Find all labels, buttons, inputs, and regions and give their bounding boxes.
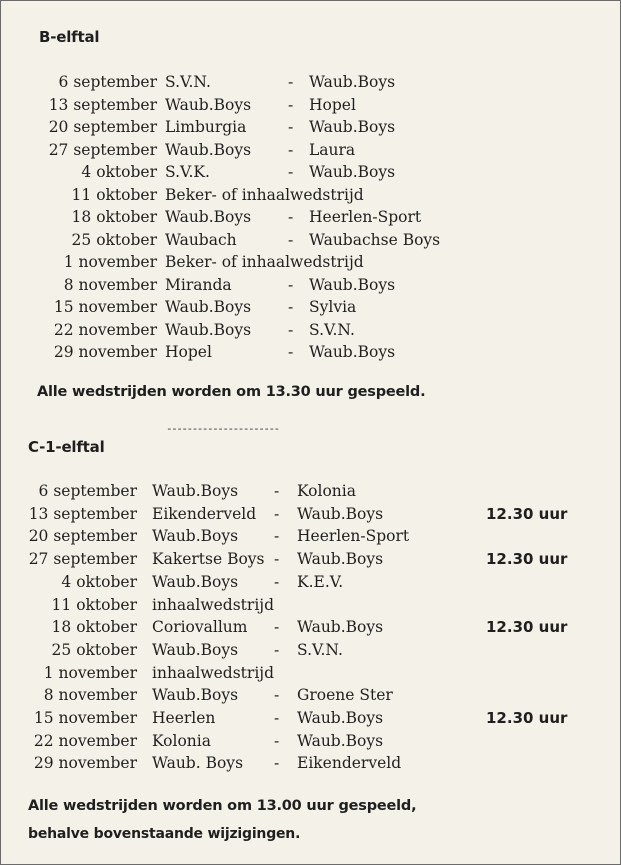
section-b-note: Alle wedstrijden worden om 13.30 uur gespeeld. [37, 384, 426, 400]
match-home-team: inhaalwedstrijd [152, 663, 275, 682]
match-kickoff-time: 12.30 uur [486, 709, 568, 727]
match-date: 8 november [63, 275, 157, 294]
match-away-team: Groene Ster [297, 686, 393, 705]
match-home-team: Waub.Boys [165, 95, 252, 114]
match-dash: - [274, 550, 280, 569]
match-dash: - [288, 298, 294, 316]
section-separator: ---------------------- [166, 422, 279, 435]
match-dash: - [288, 163, 294, 181]
match-away-team: Kolonia [297, 482, 356, 500]
match-date: 27 september [28, 550, 137, 569]
match-date: 25 oktober [51, 640, 137, 659]
match-away-team: Waubachse Boys [309, 230, 441, 249]
match-dash: - [288, 118, 294, 136]
match-date: 27 september [48, 140, 157, 159]
match-row [1, 639, 620, 661]
match-date: 13 september [28, 504, 137, 523]
match-home-team: Hopel [165, 343, 212, 361]
match-home-team: Waubach [165, 230, 237, 249]
match-dash: - [288, 208, 294, 226]
match-kickoff-time: 12.30 uur [486, 504, 568, 523]
match-away-team: Waub.Boys [309, 73, 396, 91]
match-row [1, 548, 620, 570]
match-row [1, 730, 620, 752]
match-home-team: Miranda [165, 275, 232, 294]
match-date: 4 oktober [61, 572, 137, 591]
match-home-team: Coriovallum [152, 618, 248, 637]
section-b-title: B-elftal [39, 28, 100, 46]
match-away-team: Waub.Boys [309, 163, 396, 181]
match-home-team: Waub.Boys [165, 208, 252, 226]
match-date: 25 oktober [71, 230, 157, 249]
section-c-note-line1: Alle wedstrijden worden om 13.00 uur gespeeld, [28, 798, 417, 814]
match-row [1, 341, 620, 363]
match-dash: - [274, 482, 280, 500]
match-dash: - [274, 686, 280, 705]
match-row [1, 251, 620, 273]
match-row [1, 571, 620, 593]
match-home-team: Eikenderveld [152, 504, 257, 523]
match-away-team: Waub.Boys [297, 550, 384, 569]
match-dash: - [274, 709, 280, 727]
match-dash: - [288, 140, 294, 159]
match-date: 18 oktober [51, 618, 137, 637]
match-home-team: Kakertse Boys [152, 550, 265, 569]
match-away-team: Waub.Boys [309, 275, 396, 294]
match-row [1, 94, 620, 116]
match-dash: - [288, 343, 294, 361]
match-away-team: S.V.N. [309, 320, 355, 339]
match-home-team: S.V.K. [165, 163, 210, 181]
section-c-note-line2: behalve bovenstaande wijzigingen. [28, 826, 301, 842]
match-away-team: Waub.Boys [297, 709, 384, 727]
match-away-team: Laura [309, 140, 356, 159]
match-row [1, 662, 620, 684]
match-dash: - [274, 640, 280, 659]
match-row [1, 525, 620, 547]
match-date: 29 november [33, 754, 137, 773]
match-away-team: S.V.N. [297, 640, 343, 659]
match-row [1, 594, 620, 616]
match-date: 22 november [53, 320, 157, 339]
match-away-team: Hopel [309, 95, 356, 114]
match-dash: - [288, 275, 294, 294]
match-date: 8 november [43, 686, 137, 705]
match-away-team: K.E.V. [297, 572, 344, 591]
match-kickoff-time: 12.30 uur [486, 550, 568, 569]
match-home-team: Waub.Boys [152, 527, 239, 546]
match-dash: - [288, 73, 294, 91]
match-date: 15 november [33, 709, 137, 727]
match-dash: - [274, 504, 280, 523]
match-date: 11 oktober [51, 595, 137, 614]
match-home-team: Waub.Boys [165, 298, 252, 316]
match-date: 1 november [43, 663, 137, 682]
match-row [1, 296, 620, 318]
match-row [1, 274, 620, 296]
match-dash: - [288, 95, 294, 114]
match-home-team: Waub.Boys [152, 640, 239, 659]
match-dash: - [274, 572, 280, 591]
match-dash: - [288, 230, 294, 249]
match-row [1, 206, 620, 228]
match-away-team: Waub.Boys [297, 618, 384, 637]
match-away-team: Sylvia [309, 298, 357, 316]
match-date: 6 september [38, 482, 137, 500]
match-home-team: Beker- of inhaalwedstrijd [165, 253, 364, 271]
match-home-team: Waub.Boys [152, 482, 239, 500]
section-c-title: C-1-elftal [28, 438, 105, 456]
match-date: 22 november [33, 731, 137, 750]
match-date: 4 oktober [81, 163, 157, 181]
match-date: 15 november [53, 298, 157, 316]
match-row [1, 116, 620, 138]
match-date: 11 oktober [71, 185, 157, 204]
match-home-team: Waub. Boys [152, 754, 244, 773]
match-row [1, 229, 620, 251]
match-row [1, 139, 620, 161]
match-home-team: inhaalwedstrijd [152, 595, 275, 614]
match-row [1, 319, 620, 341]
match-away-team: Heerlen-Sport [309, 208, 422, 226]
match-dash: - [274, 754, 280, 773]
match-dash: - [274, 731, 280, 750]
match-away-team: Waub.Boys [297, 504, 384, 523]
match-home-team: Waub.Boys [165, 320, 252, 339]
match-away-team: Eikenderveld [297, 754, 402, 773]
match-date: 6 september [58, 73, 157, 91]
match-kickoff-time: 12.30 uur [486, 618, 568, 637]
match-home-team: Kolonia [152, 731, 211, 750]
match-home-team: Heerlen [152, 709, 216, 727]
match-away-team: Heerlen-Sport [297, 527, 410, 546]
match-away-team: Waub.Boys [309, 343, 396, 361]
match-date: 1 november [63, 253, 157, 271]
match-date: 20 september [48, 118, 157, 136]
match-away-team: Waub.Boys [297, 731, 384, 750]
match-row [1, 161, 620, 183]
match-home-team: Waub.Boys [152, 572, 239, 591]
match-dash: - [274, 527, 280, 546]
match-date: 18 oktober [71, 208, 157, 226]
match-away-team: Waub.Boys [309, 118, 396, 136]
match-date: 13 september [48, 95, 157, 114]
match-row [1, 707, 620, 729]
match-row [1, 616, 620, 638]
match-row [1, 503, 620, 525]
match-dash: - [288, 320, 294, 339]
match-home-team: S.V.N. [165, 73, 211, 91]
match-row [1, 184, 620, 206]
match-dash: - [274, 618, 280, 637]
match-row [1, 684, 620, 706]
match-row [1, 71, 620, 93]
match-date: 20 september [28, 527, 137, 546]
match-home-team: Waub.Boys [152, 686, 239, 705]
match-row [1, 752, 620, 774]
match-home-team: Waub.Boys [165, 140, 252, 159]
match-row [1, 480, 620, 502]
match-home-team: Beker- of inhaalwedstrijd [165, 185, 364, 204]
match-home-team: Limburgia [165, 118, 247, 136]
match-date: 29 november [53, 343, 157, 361]
